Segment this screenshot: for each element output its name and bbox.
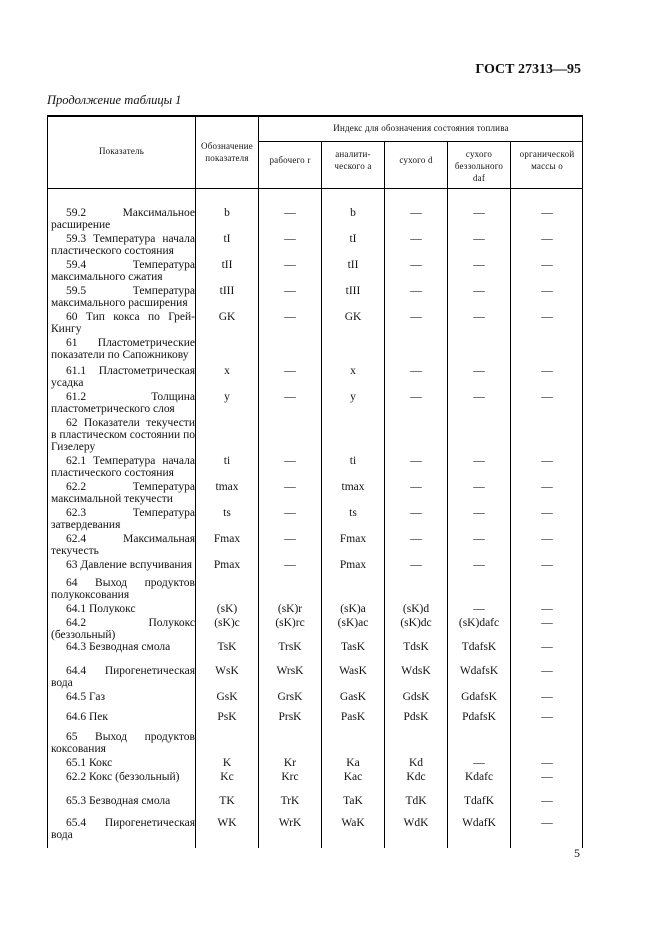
cell-r: Krc <box>281 771 299 783</box>
table-row <box>47 577 583 601</box>
indicator-text: 59.3 Температура начала пластического состояния <box>51 233 195 257</box>
cell-sym: ti <box>223 455 231 467</box>
cell-o: — <box>541 641 553 653</box>
cell-daf: — <box>473 603 485 615</box>
cell-a: TaK <box>343 795 363 807</box>
cell-sym: Fmax <box>213 533 241 545</box>
data-table <box>47 115 583 848</box>
cell-daf: — <box>473 507 485 519</box>
header-indicator: Показатель <box>98 146 145 156</box>
cell-a: GK <box>344 311 362 323</box>
table-row <box>47 603 583 617</box>
cell-a: tI <box>349 233 357 245</box>
cell-daf: — <box>473 259 485 271</box>
cell-o: — <box>541 691 553 703</box>
indicator-text: 61.1 Пластометрическая усадка <box>51 365 195 389</box>
table-row <box>47 691 583 709</box>
indicator-text: 65.3 Безводная смола <box>66 795 171 807</box>
cell-sym: tII <box>221 259 233 271</box>
table-top-border <box>47 115 583 117</box>
cell-d: Kdc <box>406 771 426 783</box>
indicator-text: 64.5 Газ <box>66 691 106 703</box>
cell-o: — <box>541 617 553 629</box>
cell-o: — <box>541 233 553 245</box>
table-row <box>47 795 583 815</box>
cell-a: Fmax <box>339 533 367 545</box>
cell-r: PrsK <box>278 711 302 723</box>
cell-d: — <box>410 533 422 545</box>
header-designation: Обозначение показателя <box>201 141 253 163</box>
cell-daf: — <box>473 311 485 323</box>
indicator-text: 64.2 Полукокс (беззольный) <box>51 617 195 641</box>
cell-d: WdsK <box>401 665 431 677</box>
cell-a: GasK <box>339 691 367 703</box>
cell-daf: PdafsK <box>462 711 496 723</box>
cell-d: WdK <box>403 817 429 829</box>
cell-a: WasK <box>339 665 367 677</box>
cell-r: — <box>284 207 296 219</box>
cell-daf: — <box>473 207 485 219</box>
cell-d: — <box>410 365 422 377</box>
indicator-text: 62.2 Температура максимальной текучести <box>51 481 195 505</box>
cell-sym: y <box>224 391 230 403</box>
cell-daf: GdafsK <box>461 691 497 703</box>
indicator-text: 65.1 Кокс <box>66 757 113 769</box>
header-sub-dry-ashfree: сухого беззольного daf <box>454 149 504 183</box>
cell-o: — <box>541 311 553 323</box>
cell-o: — <box>541 711 553 723</box>
cell-o: — <box>541 285 553 297</box>
cell-d: — <box>410 391 422 403</box>
table-continuation-caption: Продолжение таблицы 1 <box>47 93 182 107</box>
cell-sym: tmax <box>215 481 239 493</box>
table-row <box>47 337 583 361</box>
table-row <box>47 207 583 231</box>
cell-d: — <box>410 455 422 467</box>
cell-d: (sK)dc <box>400 617 432 629</box>
cell-o: — <box>541 665 553 677</box>
header-index-group: Индекс для обозначения состояния топлива <box>333 123 509 133</box>
indicator-text: 62.4 Максимальная текучесть <box>51 533 195 557</box>
cell-r: — <box>284 507 296 519</box>
cell-sym: Pmax <box>213 559 241 571</box>
cell-daf: — <box>473 233 485 245</box>
cell-d: GdsK <box>402 691 430 703</box>
cell-a: WaK <box>341 817 365 829</box>
cell-r: — <box>284 233 296 245</box>
cell-a: x <box>350 365 356 377</box>
cell-d: — <box>410 207 422 219</box>
header-bottom-border <box>47 188 583 189</box>
cell-r: TrK <box>280 795 300 807</box>
indicator-text: 60 Тип кокса по Грей-Кингу <box>51 311 195 335</box>
cell-a: ti <box>349 455 357 467</box>
cell-sym: K <box>222 757 232 769</box>
indicator-text: 59.5 Температура максимального расширения <box>51 285 195 309</box>
cell-daf: — <box>473 559 485 571</box>
cell-a: tIII <box>345 285 361 297</box>
table-row <box>47 533 583 557</box>
table-row <box>47 455 583 479</box>
cell-o: — <box>541 259 553 271</box>
indicator-text: 64.3 Безводная смола <box>66 641 171 653</box>
cell-r: TrsK <box>278 641 302 653</box>
cell-a: TasK <box>340 641 366 653</box>
cell-o: — <box>541 365 553 377</box>
cell-o: — <box>541 817 553 829</box>
cell-sym: (sK) <box>216 603 238 615</box>
cell-a: Kac <box>343 771 363 783</box>
table-row <box>47 285 583 309</box>
cell-d: — <box>410 559 422 571</box>
table-row <box>47 481 583 505</box>
cell-r: — <box>284 481 296 493</box>
indicator-text: 63 Давление вспучивания <box>66 559 193 571</box>
cell-daf: WdafsK <box>459 665 499 677</box>
cell-r: WrsK <box>276 665 304 677</box>
cell-d: TdK <box>405 795 427 807</box>
doc-title: ГОСТ 27313—95 <box>475 62 581 77</box>
cell-d: — <box>410 481 422 493</box>
indicator-text: 65 Выход продуктов коксования <box>51 731 195 755</box>
cell-o: — <box>541 533 553 545</box>
indicator-text: 64.1 Полукокс <box>66 603 136 615</box>
cell-o: — <box>541 559 553 571</box>
cell-daf: Kdafc <box>464 771 494 783</box>
cell-r: — <box>284 559 296 571</box>
cell-sym: GK <box>218 311 236 323</box>
table-row <box>47 617 583 641</box>
header-sub-dry: сухого d <box>399 155 433 165</box>
cell-d: TdsK <box>403 641 429 653</box>
table-row <box>47 259 583 283</box>
cell-sym: x <box>224 365 230 377</box>
indicator-text: 61 Пластометрические показатели по Сапожникову <box>51 337 195 361</box>
cell-sym: PsK <box>217 711 237 723</box>
indicator-text: 64 Выход продуктов полукоксования <box>51 577 195 601</box>
cell-r: (sK)r <box>277 603 303 615</box>
indicator-text: 61.2 Толщина пластометрического слоя <box>51 391 195 415</box>
cell-daf: WdafK <box>462 817 496 829</box>
cell-o: — <box>541 603 553 615</box>
cell-r: (sK)rc <box>275 617 305 629</box>
cell-o: — <box>541 771 553 783</box>
cell-sym: TK <box>219 795 235 807</box>
cell-daf: — <box>473 757 485 769</box>
cell-r: — <box>284 285 296 297</box>
cell-d: — <box>410 507 422 519</box>
indicator-text: 62.1 Температура начала пластического состояния <box>51 455 195 479</box>
cell-daf: (sK)dafc <box>458 617 500 629</box>
cell-daf: — <box>473 391 485 403</box>
cell-sym: b <box>224 207 230 219</box>
cell-sym: ts <box>223 507 231 519</box>
cell-o: — <box>541 455 553 467</box>
indicator-text: 65.4 Пирогенетическая вода <box>51 817 195 841</box>
cell-a: y <box>350 391 356 403</box>
cell-r: GrsK <box>277 691 303 703</box>
cell-a: ts <box>349 507 357 519</box>
cell-r: — <box>284 259 296 271</box>
cell-daf: — <box>473 365 485 377</box>
indicator-text: 59.2 Максимальное расширение <box>51 207 195 231</box>
cell-d: — <box>410 285 422 297</box>
cell-sym: tIII <box>219 285 235 297</box>
header-divider <box>259 141 583 142</box>
cell-d: — <box>410 311 422 323</box>
cell-daf: — <box>473 285 485 297</box>
table-row <box>47 711 583 729</box>
cell-r: — <box>284 455 296 467</box>
table-row <box>47 391 583 415</box>
cell-a: tII <box>347 259 359 271</box>
table-row <box>47 665 583 689</box>
indicator-text: 62.3 Температура затвердевания <box>51 507 195 531</box>
page-number: 5 <box>574 846 580 860</box>
cell-daf: — <box>473 455 485 467</box>
cell-sym: (sK)c <box>214 617 240 629</box>
cell-d: PdsK <box>403 711 429 723</box>
cell-a: Ka <box>346 757 360 769</box>
table-row <box>47 417 583 453</box>
cell-r: WrK <box>278 817 302 829</box>
cell-sym: WK <box>217 817 237 829</box>
cell-d: Kd <box>408 757 424 769</box>
cell-a: (sK)a <box>340 603 366 615</box>
cell-a: b <box>350 207 356 219</box>
cell-o: — <box>541 757 553 769</box>
cell-sym: tI <box>223 233 231 245</box>
cell-o: — <box>541 795 553 807</box>
table-row <box>47 641 583 661</box>
cell-a: tmax <box>341 481 365 493</box>
cell-sym: TsK <box>217 641 237 653</box>
table-row <box>47 507 583 531</box>
cell-o: — <box>541 391 553 403</box>
table-row <box>47 771 583 791</box>
table-row <box>47 365 583 389</box>
cell-d: — <box>410 259 422 271</box>
cell-d: (sK)d <box>402 603 430 615</box>
cell-r: — <box>284 311 296 323</box>
table-row <box>47 233 583 257</box>
header-sub-working: рабочего r <box>269 155 311 165</box>
indicator-text: 62.2 Кокс (беззольный) <box>66 771 180 783</box>
table-row <box>47 559 583 577</box>
cell-daf: — <box>473 533 485 545</box>
cell-daf: TdafsK <box>461 641 497 653</box>
cell-o: — <box>541 481 553 493</box>
header-sub-analytical: аналити-ческого a <box>334 149 372 171</box>
cell-sym: Kc <box>220 771 234 783</box>
cell-o: — <box>541 507 553 519</box>
cell-a: PasK <box>340 711 366 723</box>
cell-r: — <box>284 391 296 403</box>
table-row <box>47 731 583 755</box>
cell-a: Pmax <box>339 559 367 571</box>
table-row <box>47 311 583 335</box>
cell-r: — <box>284 365 296 377</box>
cell-o: — <box>541 207 553 219</box>
header-sub-organic: органической массы o <box>519 149 575 171</box>
indicator-text: 62 Показатели текучести в пластическом состоянии по Гизелеру <box>51 417 195 453</box>
cell-sym: GsK <box>216 691 238 703</box>
indicator-text: 64.4 Пирогенетическая вода <box>51 665 195 689</box>
indicator-text: 59.4 Температура максимального сжатия <box>51 259 195 283</box>
cell-sym: WsK <box>215 665 239 677</box>
cell-r: Kr <box>283 757 297 769</box>
cell-daf: — <box>473 481 485 493</box>
table-row <box>47 757 583 771</box>
cell-d: — <box>410 233 422 245</box>
cell-a: (sK)ac <box>337 617 369 629</box>
cell-r: — <box>284 533 296 545</box>
indicator-text: 64.6 Пек <box>66 711 108 723</box>
table-row <box>47 817 583 843</box>
cell-daf: TdafK <box>463 795 494 807</box>
